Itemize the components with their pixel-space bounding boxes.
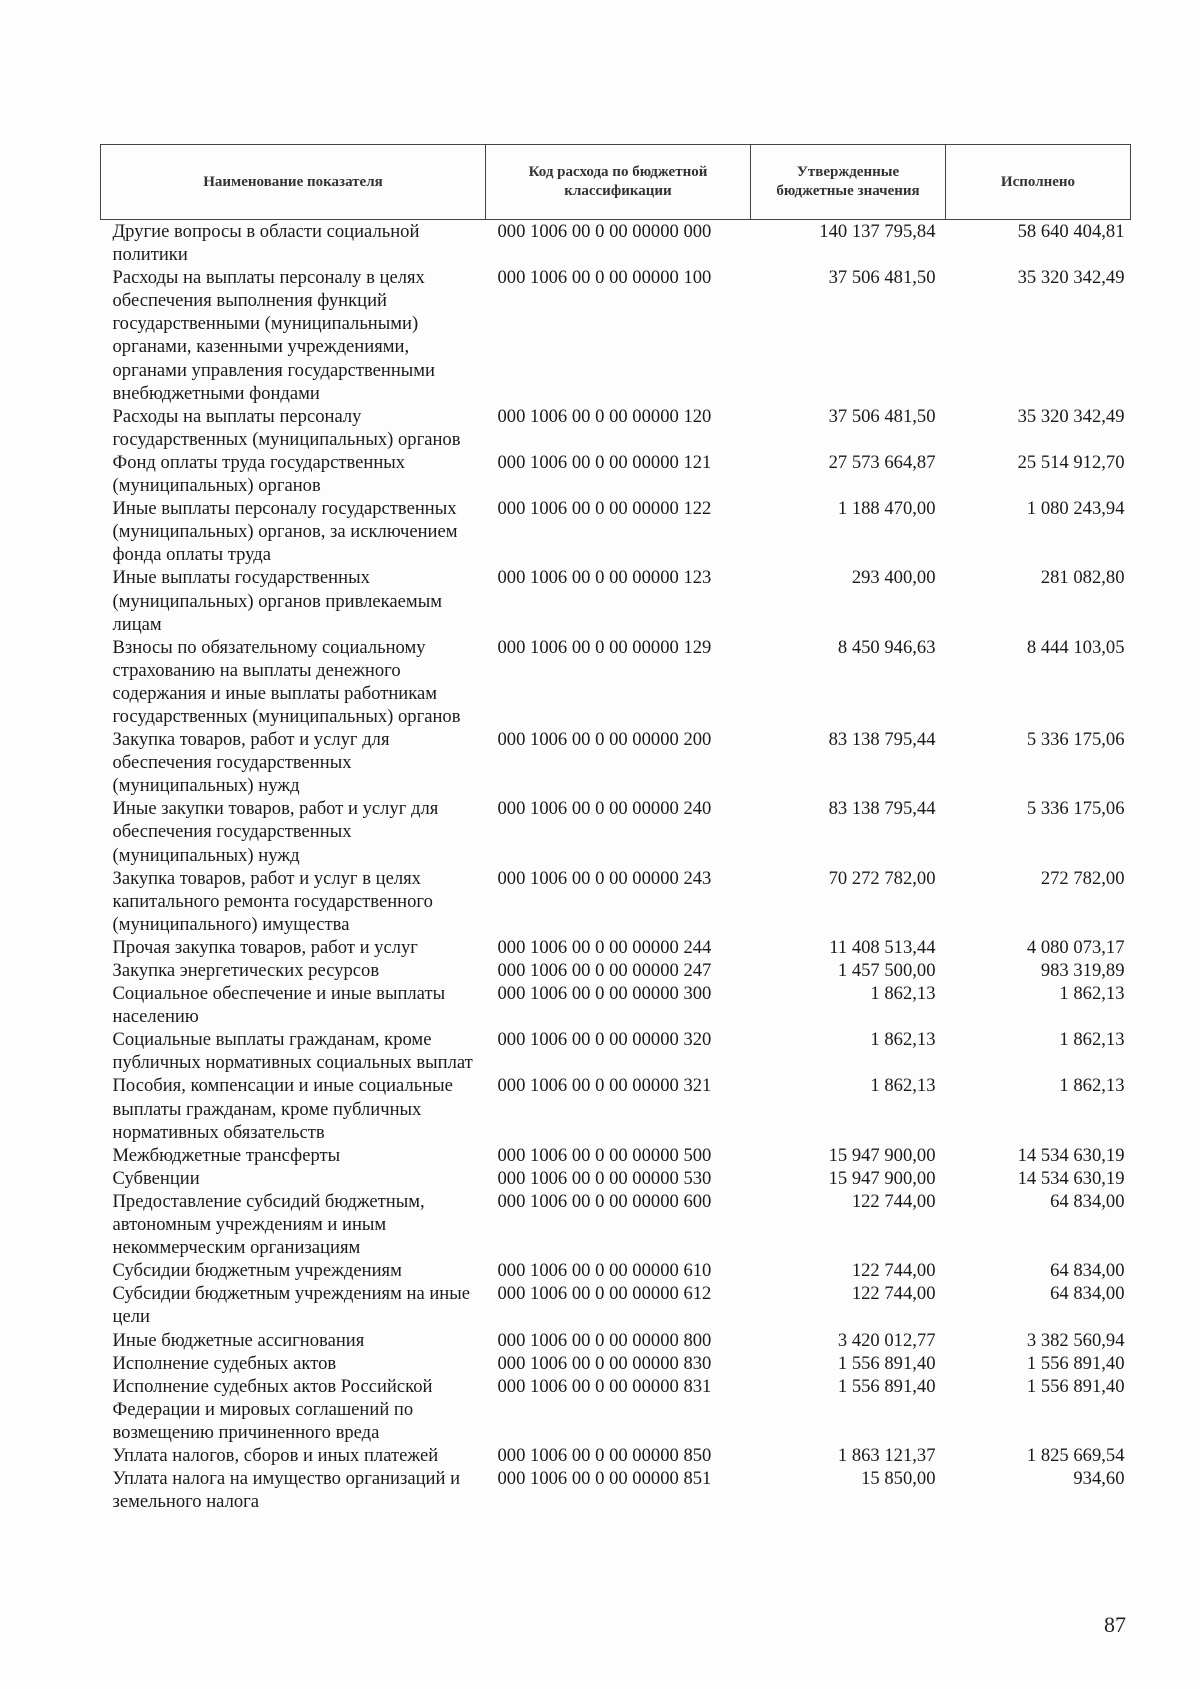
row-name: Другие вопросы в области социальной политики — [112, 221, 420, 266]
row-approved-value: 293 400,00 — [851, 567, 936, 589]
table-row — [101, 636, 1131, 728]
table-row — [101, 1167, 1131, 1190]
table-row — [101, 1375, 1131, 1444]
row-approved-value: 122 744,00 — [851, 1260, 936, 1282]
row-code: 000 1006 00 0 00 00000 300 — [497, 983, 712, 1005]
header-executed: Исполнено — [946, 145, 1131, 220]
table-row — [101, 1444, 1131, 1467]
row-name: Взносы по обязательному социальному страхованию на выплаты денежного содержания и иные выплаты работникам государственных (муниципальных) органов — [112, 636, 461, 727]
row-code: 000 1006 00 0 00 00000 831 — [497, 1375, 712, 1397]
row-name: Иные выплаты персоналу государственных (муниципальных) органов, за исключением фонда оплаты труда — [112, 498, 458, 566]
row-approved-value: 37 506 481,50 — [828, 405, 936, 427]
row-name: Уплата налога на имущество организаций и земельного налога — [112, 1468, 461, 1513]
row-code: 000 1006 00 0 00 00000 243 — [497, 867, 712, 889]
table-row — [101, 959, 1131, 982]
row-executed-value: 64 834,00 — [1050, 1260, 1125, 1282]
row-approved-value: 83 138 795,44 — [828, 729, 936, 751]
table-row — [101, 867, 1131, 936]
row-name: Исполнение судебных актов — [112, 1352, 337, 1374]
row-name: Иные бюджетные ассигнования — [112, 1329, 365, 1351]
row-code: 000 1006 00 0 00 00000 500 — [497, 1144, 712, 1166]
row-executed-value: 64 834,00 — [1050, 1283, 1125, 1305]
table-row — [101, 566, 1131, 635]
row-executed-value: 983 319,89 — [1040, 960, 1125, 981]
table-row — [101, 1467, 1131, 1513]
table-row — [101, 982, 1131, 1028]
row-executed-value: 1 862,13 — [1059, 983, 1125, 1005]
row-executed-value: 1 080 243,94 — [1026, 498, 1125, 520]
row-executed-value: 3 382 560,94 — [1026, 1329, 1125, 1351]
row-approved-value: 15 947 900,00 — [828, 1144, 936, 1166]
row-executed-value: 1 862,13 — [1059, 1029, 1125, 1051]
row-approved-value: 1 862,13 — [870, 1029, 936, 1051]
row-name: Предоставление субсидий бюджетным, автономным учреждениям и иным некоммерческим организациям — [112, 1190, 425, 1259]
row-executed-value: 35 320 342,49 — [1017, 405, 1125, 427]
row-code: 000 1006 00 0 00 00000 612 — [497, 1283, 712, 1305]
row-approved-value: 11 408 513,44 — [829, 936, 936, 958]
row-approved-value: 27 573 664,87 — [828, 451, 936, 473]
row-name: Фонд оплаты труда государственных (муниципальных) органов — [112, 451, 406, 497]
row-code: 000 1006 00 0 00 00000 122 — [497, 498, 712, 520]
row-code: 000 1006 00 0 00 00000 610 — [497, 1260, 712, 1282]
row-name: Иные закупки товаров, работ и услуг для обеспечения государственных (муниципальных) нужд — [112, 798, 439, 866]
header-classification-code: Код расхода по бюджетной классификации — [486, 145, 751, 220]
row-code: 000 1006 00 0 00 00000 320 — [497, 1029, 712, 1051]
row-name: Межбюджетные трансферты — [112, 1144, 341, 1166]
header-approved-values: Утвержденные бюджетные значения — [751, 145, 946, 220]
row-approved-value: 70 272 782,00 — [828, 867, 936, 889]
table-row — [101, 1074, 1131, 1143]
row-executed-value: 281 082,80 — [1040, 567, 1125, 589]
row-approved-value: 1 188 470,00 — [837, 498, 936, 520]
row-name: Прочая закупка товаров, работ и услуг — [112, 936, 418, 958]
row-executed-value: 1 556 891,40 — [1026, 1352, 1125, 1374]
header-indicator-name: Наименование показателя — [101, 145, 486, 220]
row-code: 000 1006 00 0 00 00000 121 — [497, 451, 712, 473]
row-executed-value: 272 782,00 — [1040, 867, 1125, 889]
row-code: 000 1006 00 0 00 00000 244 — [497, 936, 712, 958]
row-code: 000 1006 00 0 00 00000 247 — [497, 960, 712, 981]
row-code: 000 1006 00 0 00 00000 851 — [497, 1468, 712, 1490]
table-row — [101, 936, 1131, 959]
row-approved-value: 1 457 500,00 — [837, 960, 936, 981]
row-code: 000 1006 00 0 00 00000 530 — [497, 1167, 712, 1189]
row-executed-value: 14 534 630,19 — [1017, 1167, 1125, 1189]
row-approved-value: 122 744,00 — [851, 1190, 936, 1212]
table-row — [101, 1144, 1131, 1167]
row-approved-value: 83 138 795,44 — [828, 798, 936, 820]
row-executed-value: 1 825 669,54 — [1026, 1444, 1125, 1466]
row-approved-value: 1 862,13 — [870, 1075, 936, 1097]
row-name: Субвенции — [112, 1167, 200, 1189]
row-code: 000 1006 00 0 00 00000 830 — [497, 1352, 712, 1374]
row-name: Субсидии бюджетным учреждениям на иные цели — [112, 1283, 470, 1328]
row-code: 000 1006 00 0 00 00000 123 — [497, 567, 712, 589]
row-name: Закупка товаров, работ и услуг для обеспечения государственных (муниципальных) нужд — [112, 729, 390, 797]
row-code: 000 1006 00 0 00 00000 321 — [497, 1075, 712, 1097]
table-row — [101, 1259, 1131, 1282]
table-row — [101, 1329, 1131, 1352]
table-row — [101, 266, 1131, 405]
row-name: Исполнение судебных актов Российской Федерации и мировых соглашений по возмещению причиненного вреда — [112, 1375, 433, 1443]
row-executed-value: 5 336 175,06 — [1026, 798, 1125, 820]
row-executed-value: 14 534 630,19 — [1017, 1144, 1125, 1166]
row-executed-value: 934,60 — [1073, 1468, 1125, 1490]
row-name: Расходы на выплаты персоналу в целях обеспечения выполнения функций государственными (муниципальными) органами, казенными учреждениями, органами управления государственными внебюджетными фондами — [112, 267, 435, 404]
row-name: Социальные выплаты гражданам, кроме публичных нормативных социальных выплат — [112, 1029, 473, 1074]
row-name: Иные выплаты государственных (муниципальных) органов привлекаемым лицам — [112, 567, 442, 635]
table-row — [101, 1190, 1131, 1259]
row-name: Закупка энергетических ресурсов — [112, 960, 380, 981]
row-approved-value: 140 137 795,84 — [819, 221, 936, 242]
table-row — [101, 1028, 1131, 1074]
row-approved-value: 15 850,00 — [861, 1468, 936, 1490]
row-approved-value: 8 450 946,63 — [837, 636, 936, 658]
table-row — [101, 451, 1131, 497]
row-name: Субсидии бюджетным учреждениям — [112, 1260, 402, 1282]
table-row — [101, 1282, 1131, 1328]
row-executed-value: 4 080 073,17 — [1026, 936, 1125, 958]
table-row — [101, 1352, 1131, 1375]
row-name: Уплата налогов, сборов и иных платежей — [112, 1444, 439, 1466]
row-name: Социальное обеспечение и иные выплаты населению — [112, 983, 446, 1028]
budget-table — [100, 144, 1131, 1513]
row-approved-value: 37 506 481,50 — [828, 267, 936, 289]
row-executed-value: 1 862,13 — [1059, 1075, 1125, 1097]
table-row — [101, 728, 1131, 797]
row-code: 000 1006 00 0 00 00000 600 — [497, 1190, 712, 1212]
row-approved-value: 1 862,13 — [870, 983, 936, 1005]
row-code: 000 1006 00 0 00 00000 129 — [497, 636, 712, 658]
row-executed-value: 58 640 404,81 — [1017, 221, 1125, 242]
table-row — [101, 497, 1131, 566]
row-approved-value: 3 420 012,77 — [837, 1329, 936, 1351]
row-code: 000 1006 00 0 00 00000 200 — [497, 729, 712, 751]
row-approved-value: 1 863 121,37 — [837, 1444, 936, 1466]
row-code: 000 1006 00 0 00 00000 100 — [497, 267, 712, 289]
page-number: 87 — [1104, 1612, 1126, 1637]
table-row — [101, 797, 1131, 866]
row-approved-value: 1 556 891,40 — [837, 1375, 936, 1397]
row-code: 000 1006 00 0 00 00000 240 — [497, 798, 712, 820]
row-approved-value: 122 744,00 — [851, 1283, 936, 1305]
row-executed-value: 64 834,00 — [1050, 1190, 1125, 1212]
table-header-row — [101, 145, 1131, 220]
row-name: Расходы на выплаты персоналу государственных (муниципальных) органов — [112, 405, 461, 450]
row-executed-value: 5 336 175,06 — [1026, 729, 1125, 751]
row-approved-value: 1 556 891,40 — [837, 1352, 936, 1374]
row-code: 000 1006 00 0 00 00000 800 — [497, 1329, 712, 1351]
row-code: 000 1006 00 0 00 00000 120 — [497, 405, 712, 427]
row-approved-value: 15 947 900,00 — [828, 1167, 936, 1189]
table-row — [101, 405, 1131, 451]
row-code: 000 1006 00 0 00 00000 000 — [497, 221, 712, 242]
row-code: 000 1006 00 0 00 00000 850 — [497, 1444, 712, 1466]
row-executed-value: 25 514 912,70 — [1017, 451, 1125, 473]
row-name: Закупка товаров, работ и услуг в целях капитального ремонта государственного (муниципального) имущества — [112, 867, 433, 935]
row-executed-value: 35 320 342,49 — [1017, 267, 1125, 289]
table-body — [101, 220, 1131, 1514]
row-executed-value: 8 444 103,05 — [1026, 636, 1125, 658]
table-row — [101, 220, 1131, 267]
row-name: Пособия, компенсации и иные социальные выплаты гражданам, кроме публичных нормативных обязательств — [112, 1075, 453, 1143]
row-executed-value: 1 556 891,40 — [1026, 1375, 1125, 1397]
